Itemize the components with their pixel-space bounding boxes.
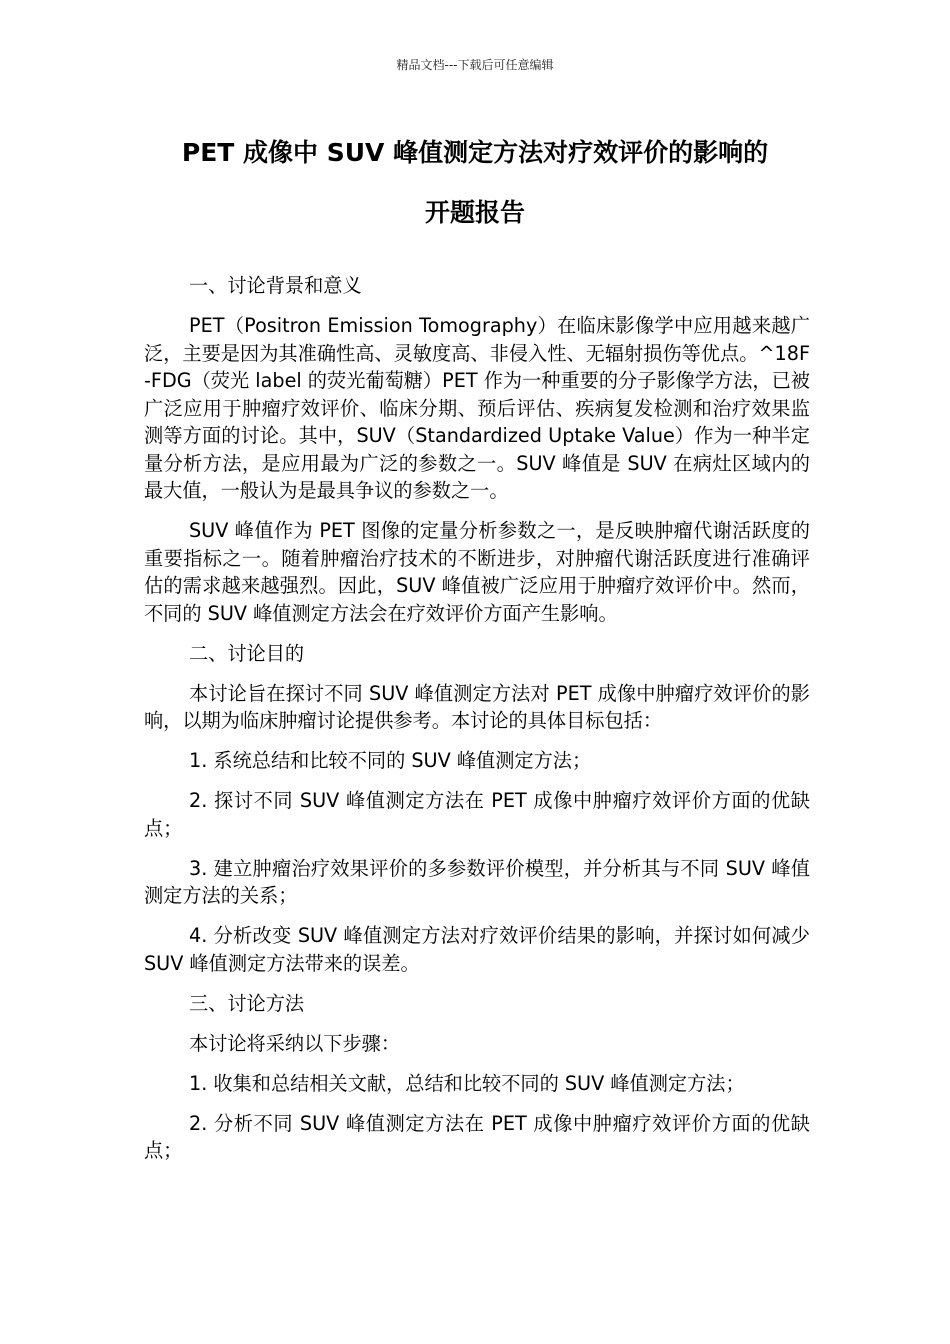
paragraph-method-intro: 本讨论将采纳以下步骤： — [189, 1031, 401, 1055]
section-heading-method: 三、讨论方法 — [189, 991, 305, 1015]
list-item-method-2: 2. 分析不同 SUV 峰值测定方法在 PET 成像中肿瘤疗效评价方面的优缺点； — [144, 1111, 810, 1162]
paragraph-background-1: PET（Positron Emission Tomography）在临床影像学中应用越来越广泛，主要是因为其准确性高、灵敏度高、非侵入性、无辐射损伤等优点。^18F-FDG（荧光 label 的荧光葡萄糖）PET 作为一种重要的分子影像学方法，已被广泛应用于肿瘤疗效评价、临床分期、预后评估、疾病复发检测和治疗效果监测等方面的讨论。其中，SUV（Standardized Uptake Value）作为一种半定量分析方法，是应用最为广泛的参数之一。SUV 峰值是 SUV 在病灶区域内的最大值，一般认为是最具争议的参数之一。 — [144, 314, 810, 502]
paragraph-background-2: SUV 峰值作为 PET 图像的定量分析参数之一，是反映肿瘤代谢活跃度的重要指标之一。随着肿瘤治疗技术的不断进步，对肿瘤代谢活跃度进行准确评估的需求越来越强烈。因此，SUV 峰值被广泛应用于肿瘤疗效评价中。然而，不同的 SUV 峰值测定方法会在疗效评价方面产生影响。 — [144, 519, 810, 625]
header-note: 精品文档---下载后可任意编辑 — [396, 58, 554, 72]
document-title-line-2: 开题报告 — [424, 198, 525, 227]
list-item-method-1: 1. 收集和总结相关文献，总结和比较不同的 SUV 峰值测定方法； — [189, 1071, 745, 1095]
list-item-purpose-4: 4. 分析改变 SUV 峰值测定方法对疗效评价结果的影响，并探讨如何减少 SUV 峰值测定方法带来的误差。 — [144, 924, 810, 975]
document-title-line-1: PET 成像中 SUV 峰值测定方法对疗效评价的影响的 — [181, 138, 769, 167]
paragraph-purpose-intro: 本讨论旨在探讨不同 SUV 峰值测定方法对 PET 成像中肿瘤疗效评价的影响，以期为临床肿瘤讨论提供参考。本讨论的具体目标包括： — [144, 681, 810, 732]
list-item-purpose-2: 2. 探讨不同 SUV 峰值测定方法在 PET 成像中肿瘤疗效评价方面的优缺点； — [144, 789, 810, 840]
document-body — [144, 272, 810, 1177]
section-heading-purpose: 二、讨论目的 — [189, 641, 305, 665]
list-item-purpose-1: 1. 系统总结和比较不同的 SUV 峰值测定方法； — [189, 749, 592, 772]
section-heading-background: 一、讨论背景和意义 — [189, 274, 362, 297]
list-item-purpose-3: 3. 建立肿瘤治疗效果评价的多参数评价模型，并分析其与不同 SUV 峰值测定方法的关系； — [144, 856, 810, 907]
